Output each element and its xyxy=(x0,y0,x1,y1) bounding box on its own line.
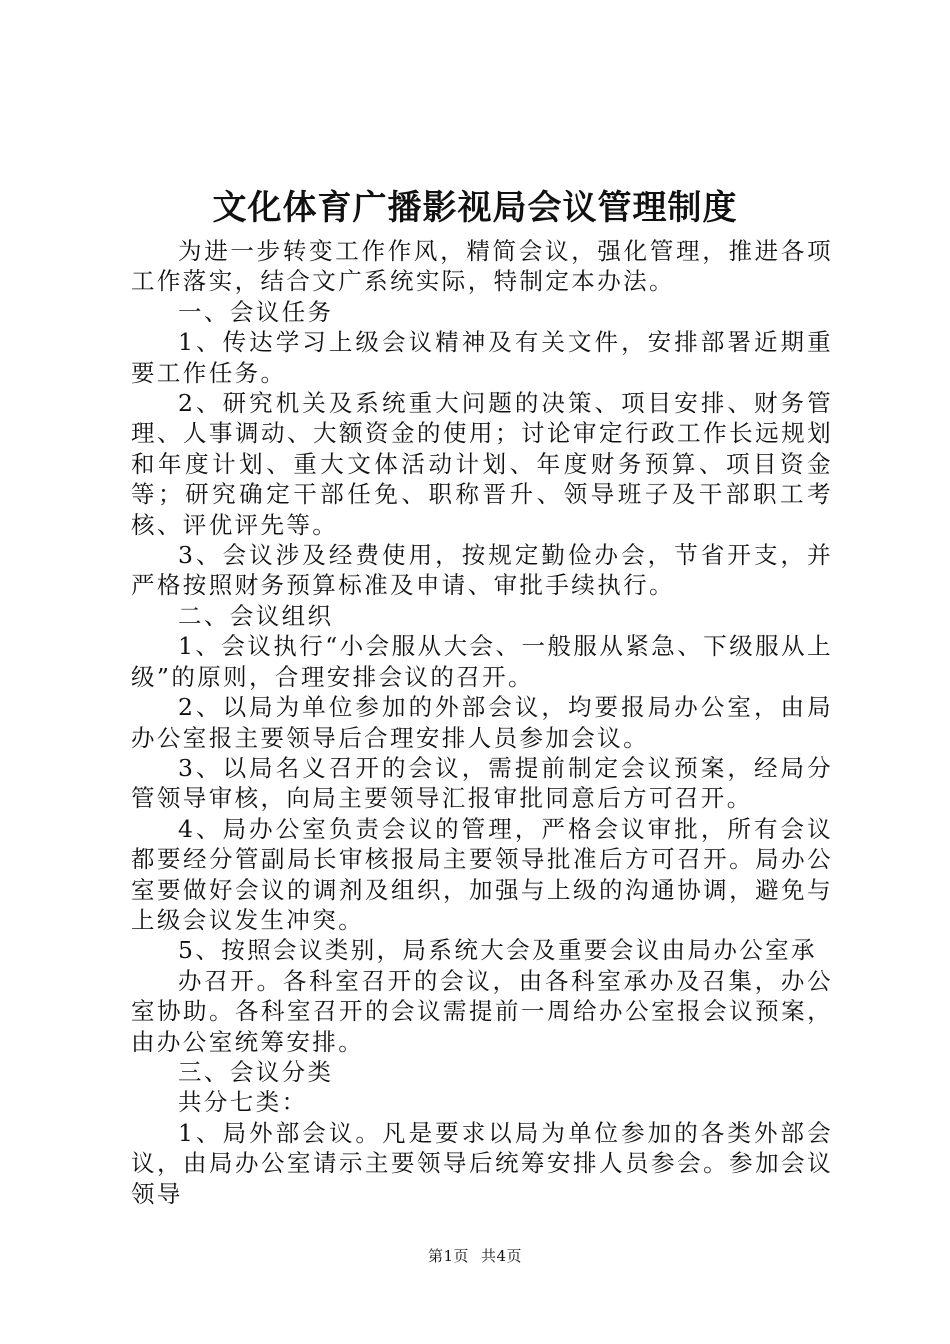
organization-item-5-continued: 办召开。各科室召开的会议，由各科室承办及召集，办公室协助。各科室召开的会议需提前一周给办公室报会议预案，由办公室统筹安排。 xyxy=(131,966,833,1056)
organization-item-1: 1、会议执行“小会服从大会、一般服从紧急、下级服从上级”的原则，合理安排会议的召开。 xyxy=(131,632,833,691)
page-footer xyxy=(0,1245,950,1266)
intro-paragraph: 为进一步转变工作作风，精简会议，强化管理，推进各项工作落实，结合文广系统实际，特制定本办法。 xyxy=(131,237,833,296)
category-item-1: 1、局外部会议。凡是要求以局为单位参加的各类外部会议，由局办公室请示主要领导后统筹安排人员参会。参加会议领导 xyxy=(131,1118,833,1208)
page-number: 第1页 xyxy=(427,1247,469,1265)
document-body xyxy=(131,236,833,1209)
task-item-1: 1、传达学习上级会议精神及有关文件，安排部署近期重要工作任务。 xyxy=(131,328,833,387)
organization-item-3: 3、以局名义召开的会议，需提前制定会议预案，经局分管领导审核，向局主要领导汇报审批同意后方可召开。 xyxy=(131,753,833,813)
organization-item-4: 4、局办公室负责会议的管理，严格会议审批，所有会议都要经分管副局长审核报局主要领导批准后方可召开。局办公室要做好会议的调剂及组织，加强与上级的沟通协调，避免与上级会议发生冲突。 xyxy=(131,814,833,934)
organization-item-5: 5、按照会议类别，局系统大会及重要会议由局办公室承 xyxy=(178,936,817,965)
task-item-3: 3、会议涉及经费使用，按规定勤俭办会，节省开支，并严格按照财务预算标准及申请、审批手续执行。 xyxy=(131,541,833,600)
organization-item-2: 2、以局为单位参加的外部会议，均要报局办公室，由局办公室报主要领导后合理安排人员参加会议。 xyxy=(131,693,833,752)
section-heading-categories: 三、会议分类 xyxy=(178,1057,334,1086)
task-item-2: 2、研究机关及系统重大问题的决策、项目安排、财务管理、人事调动、大额资金的使用；讨论审定行政工作长远规划和年度计划、重大文体活动计划、年度财务预算、项目资金等；研究确定干部任免、职称晋升、领导班子及干部职工考核、评优评先等。 xyxy=(131,389,833,539)
document-title: 文化体育广播影视局会议管理制度 xyxy=(212,188,738,228)
categories-intro: 共分七类： xyxy=(178,1088,308,1117)
page-total: 共4页 xyxy=(481,1247,523,1265)
section-heading-tasks: 一、会议任务 xyxy=(178,297,334,326)
section-heading-organization: 二、会议组织 xyxy=(178,601,334,630)
